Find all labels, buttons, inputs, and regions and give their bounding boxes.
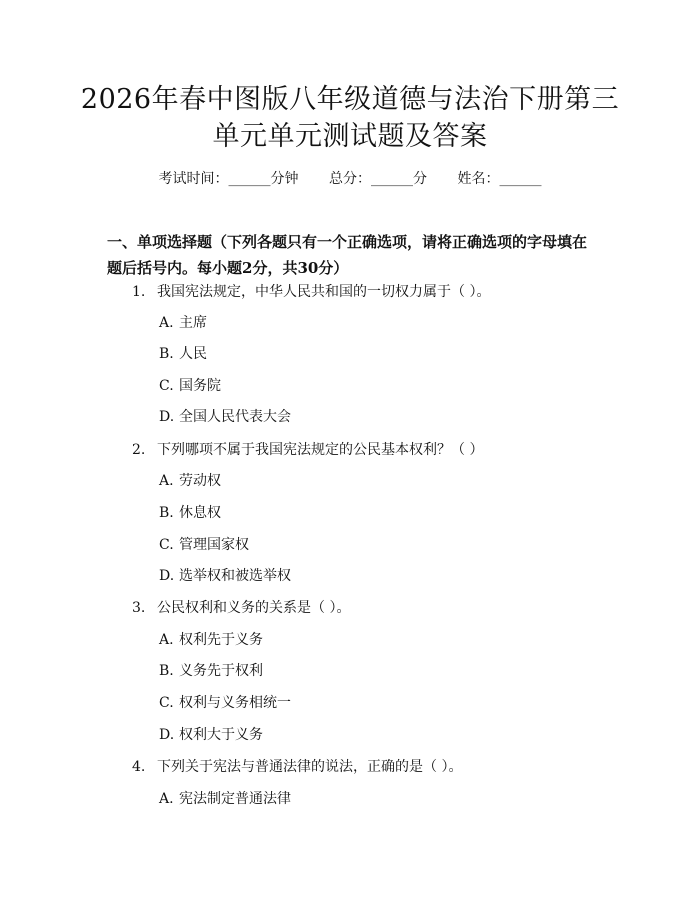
option-4-a <box>159 790 291 808</box>
option-letter: A. <box>159 315 174 331</box>
option-text: 管理国家权 <box>179 537 249 553</box>
option-text: 劳动权 <box>179 473 221 489</box>
document-title-line-1: 2026年春中图版八年级道德与法治下册第三 <box>80 84 620 115</box>
option-letter: D. <box>159 727 175 743</box>
option-text: 权利先于义务 <box>179 632 263 648</box>
option-text: 义务先于权利 <box>179 663 263 679</box>
option-letter: B. <box>159 505 174 521</box>
option-1-a <box>159 314 207 332</box>
option-2-d <box>159 567 291 585</box>
option-letter: C. <box>159 695 174 711</box>
option-letter: A. <box>159 791 174 807</box>
option-text: 选举权和被选举权 <box>179 568 291 584</box>
option-text: 权利与义务相统一 <box>179 695 291 711</box>
option-text: 宪法制定普通法律 <box>179 791 291 807</box>
question-text: 下列哪项不属于我国宪法规定的公民基本权利？（ ） <box>157 442 484 458</box>
exam-meta <box>0 170 700 188</box>
question-3 <box>132 599 350 617</box>
total-score-field: 总分：______分 <box>329 171 427 187</box>
option-text: 权利大于义务 <box>179 727 263 743</box>
question-1 <box>132 283 490 301</box>
question-2 <box>132 441 483 459</box>
option-1-d <box>159 408 291 426</box>
student-name-field: 姓名：______ <box>457 171 542 187</box>
option-3-b <box>159 662 263 680</box>
option-2-b <box>159 504 221 522</box>
option-text: 全国人民代表大会 <box>179 409 291 425</box>
question-text: 公民权利和义务的关系是（ ）。 <box>157 600 351 616</box>
option-3-a <box>159 631 263 649</box>
option-letter: A. <box>159 632 174 648</box>
option-3-d <box>159 726 263 744</box>
option-text: 国务院 <box>179 378 221 394</box>
option-letter: C. <box>159 537 174 553</box>
option-text: 人民 <box>179 346 207 362</box>
exam-time-field: 考试时间：______分钟 <box>158 171 299 187</box>
option-2-c <box>159 536 249 554</box>
option-text: 主席 <box>179 315 207 331</box>
question-number: 1. <box>132 284 146 300</box>
option-letter: B. <box>159 346 174 362</box>
question-text: 我国宪法规定，中华人民共和国的一切权力属于（ ）。 <box>157 284 491 300</box>
question-number: 2. <box>132 442 146 458</box>
question-text: 下列关于宪法与普通法律的说法，正确的是（ ）。 <box>157 759 463 775</box>
question-4 <box>132 758 462 776</box>
option-text: 休息权 <box>179 505 221 521</box>
question-number: 3. <box>132 600 146 616</box>
option-letter: D. <box>159 568 175 584</box>
option-letter: A. <box>159 473 174 489</box>
section-heading-single-choice: 一、单项选择题（下列各题只有一个正确选项，请将正确选项的字母填在题后括号内。每小题2分，共30分） <box>107 233 588 277</box>
option-letter: B. <box>159 663 174 679</box>
option-1-c <box>159 377 221 395</box>
option-3-c <box>159 694 291 712</box>
option-2-a <box>159 472 221 490</box>
option-letter: C. <box>159 378 174 394</box>
question-number: 4. <box>132 759 146 775</box>
option-1-b <box>159 345 207 363</box>
option-letter: D. <box>159 409 175 425</box>
document-title-line-2: 单元单元测试题及答案 <box>212 121 488 152</box>
